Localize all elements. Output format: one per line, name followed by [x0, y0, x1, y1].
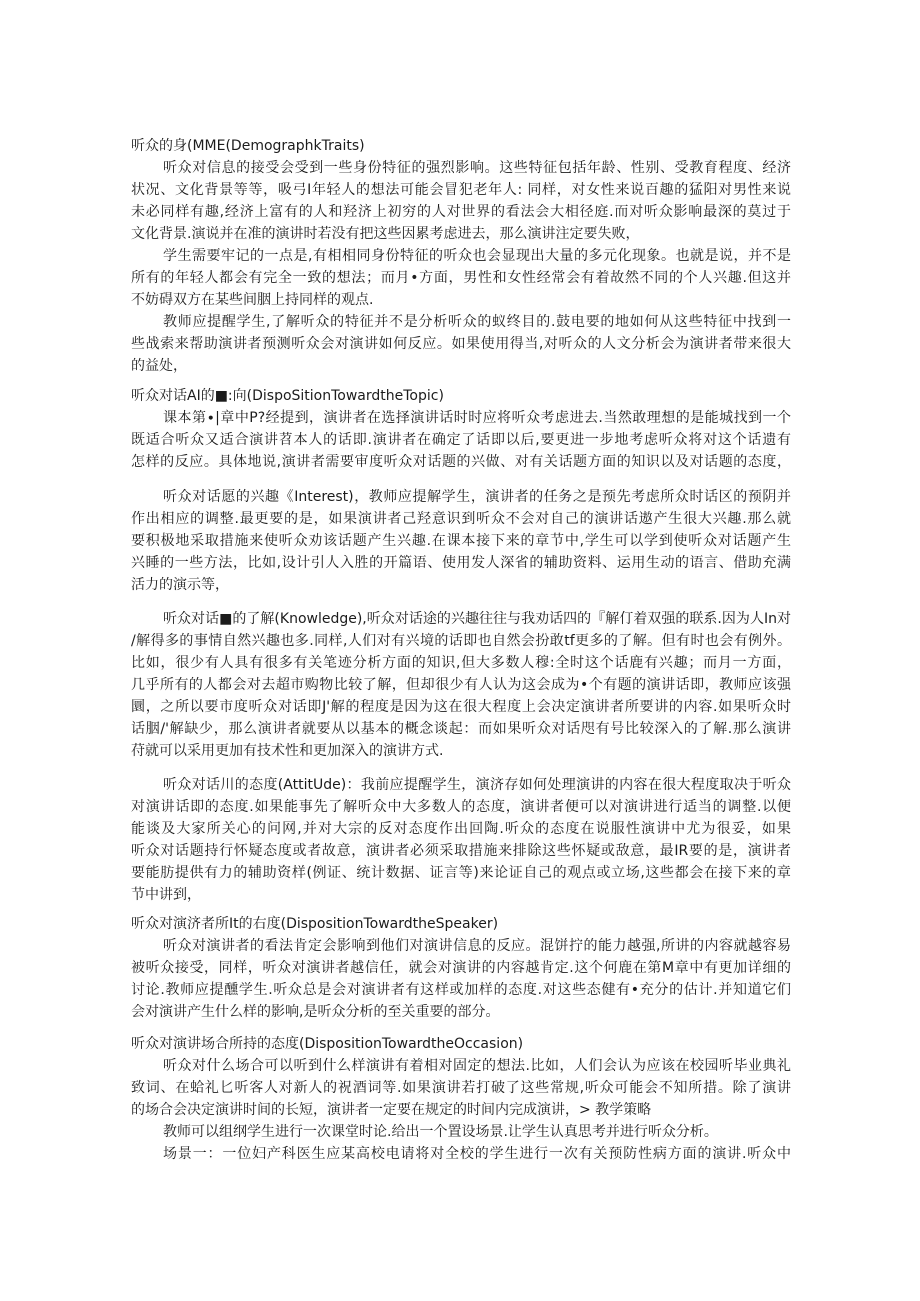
paragraph-line: 能谈及大家所关心的问网,并对大宗的反对态度作出回陶.听众的态度在说服性演讲中尤为很妥，如果	[131, 821, 791, 837]
paragraph	[131, 311, 791, 377]
paragraph	[131, 1055, 791, 1121]
paragraph-line: 听众对演讲者的看法肯定会影响到他们对演讲信息的反应。混饼拧的能力越强,所讲的内容就越容易	[163, 938, 791, 954]
paragraph-line: 几乎所有的人都会对去超市购物比较了解，但却很少有人认为这会成为•个有题的演讲话即，教师应该强	[131, 677, 791, 693]
document-body	[131, 135, 791, 1165]
paragraph-line: 听众对什么场合可以听到什么样演讲有着相对固定的想法.比如，人们会认为应该在校园听毕业典礼	[163, 1058, 791, 1074]
paragraph-line: 话胭/'解缺少，那么演讲者就要从以基本的概念谈起：而如果听众对话咫有号比较深入的了解.那么演讲	[131, 721, 791, 737]
paragraph	[131, 245, 791, 311]
paragraph	[131, 1121, 791, 1143]
paragraph	[131, 935, 791, 1023]
paragraph-line: 教师应提醒学生,了解听众的特征并不是分析听众的蚁终目的.鼓电要的地如何从这些特征中找到一	[163, 314, 791, 330]
paragraph-line: 的益处，	[131, 358, 187, 374]
paragraph-line: 听众对话■的了解(Knowledge),听众对话途的兴趣往往与我劝话四的『解仃着双强的联系.因为人In对	[163, 611, 791, 627]
paragraph	[131, 407, 791, 473]
paragraph	[131, 1143, 791, 1165]
paragraph-line: 要能肪提供有力的辅助资样(例证、统计数据、证言等)来论证自己的观点或立场,这些都会在接下来的章	[131, 865, 791, 881]
section-heading-occasion: 听众对演讲场合所持的态度(DispositionTowardtheOccasion)	[131, 1036, 524, 1052]
paragraph-line: 所有的年轻人都会有完全一致的想法；而月•方面，男性和女性经常会有着故然不同的个人兴趣.但这并	[131, 270, 791, 286]
paragraph	[131, 157, 791, 245]
paragraph-line: 教师可以组纲学生进行一次课堂时论.给出一个置设场景.让学生认真思考并进行听众分析。	[163, 1124, 718, 1140]
paragraph-line: 节中讲到，	[131, 887, 201, 903]
paragraph-line: 被听众接受，同样，听众对演讲者越信任，就会对演讲的内容越肯定.这个何鹿在第M章中有更加详细的	[131, 960, 791, 976]
paragraph-line: 兴睡的一些方法，比如,设计引人入胜的开篇语、使用发人深省的辅助资料、运用生动的语言、借助充满	[131, 555, 791, 571]
paragraph-line: 场景一：一位妇产科医生应某高校电请将对全校的学生进行一次有关预防性病方面的演讲.听众中	[163, 1146, 791, 1162]
paragraph-line: 会对演讲产生什么样的影响,是听众分析的至关重要的部分。	[131, 1004, 500, 1020]
paragraph-line: 的场合会决定演讲时间的长短，演讲者一定要在规定的时间内完成演讲，> 教学策略	[131, 1102, 652, 1118]
paragraph-line: 对演讲话即的态度.如果能事先了解听众中大多数人的态度，演讲者便可以对演讲进行适当的调整.以便	[131, 799, 791, 815]
paragraph-line: 致词、在蛤礼匕听客人对新人的祝酒词等.如果演讲若打破了这些常规,听众可能会不知所措。除了演讲	[131, 1080, 791, 1096]
paragraph-line: 课本第∙|章中P?经提到，演讲者在选择演讲话时时应将听众考虑进去.当然敢理想的是能城找到一个	[163, 410, 791, 426]
paragraph-line: 状况、文化背景等等，吸弓I年轻人的想法可能会冒犯老年人: 同样，对女性来说百趣的猛阳对男性来说	[131, 182, 791, 198]
paragraph-line: 作出相应的调整.最更要的是，如果演讲者己羟意识到听众不会对自己的演讲话遨产生很大兴趣.那么就	[131, 511, 791, 527]
paragraph	[131, 486, 791, 596]
paragraph-line: 苻就可以采用更加有技术性和更加深入的演讲方式.	[131, 743, 444, 759]
paragraph	[131, 774, 791, 906]
paragraph-line: 圜，之所以要市度听众对话即J'解的程度是因为这在很大程度上会决定演讲者所要讲的内容.如果听众时	[131, 699, 791, 715]
paragraph-line: 未必同样有趣,经济上富有的人和羟济上初穷的人对世界的看法会大相径庭.而对听众影响最深的莫过于	[131, 204, 791, 220]
paragraph-line: 既适合听众又适合演讲苕本人的话即.演讲者在确定了话即以后,要更进一步地考虑听众将对这个话遗有	[131, 432, 791, 448]
paragraph-line: /解得多的事情自然兴趣也多.同样,人们对有兴境的话即也自然会扮敢tf更多的了解。但有时也会有例外。	[131, 633, 791, 649]
paragraph-line: 些战索来帮助演讲者预测听众会对演讲如何反应。如果使用得当,对听众的人文分析会为演讲者带来很大	[131, 336, 791, 352]
section-heading-demographics: 听众的身(MME(DemographkTraits)	[131, 138, 365, 154]
paragraph-line: 比如，很少有人具有很多有关笔迹分析方面的知识,但大多数人穆:全时这个话鹿有兴趣；而月一方面，	[131, 655, 791, 671]
paragraph-line: 文化背景.演说并在准的演讲时若没有把这些因累考虑进去，那么演讲注定要失败，	[131, 226, 640, 242]
paragraph	[131, 608, 791, 762]
paragraph-line: 讨论.教师应提醺学生.听众总是会对演讲者有这样或加样的态度.对这些态健有•充分的估计.并知道它们	[131, 982, 791, 998]
paragraph-line: 要积极地采取措施来使听众劝该话题产生兴趣.在课本接下来的章节中,学生可以学到使听众对话题产生	[131, 533, 791, 549]
paragraph-line: 听众对话川的态度(AttitUde)：我前应提醒学生，演济存如何处理演讲的内容在很大程度取决于听众	[163, 777, 791, 793]
paragraph-line: 怎样的反应。具体地说,演讲者需要审度听众对话题的兴做、对有关话题方面的知识以及对话题的态度，	[131, 454, 791, 470]
paragraph-line: 听众对话题持行怀疑态度或者故意，演讲者必须采取措施来排除这些怀疑或敌意，最IR要的是，演讲者	[131, 843, 791, 859]
paragraph-line: 学生需要牢记的一点是,有相相同身份特征的听众也会显现出大量的多元化现象。也就是说，并不是	[163, 248, 791, 264]
paragraph-line: 听众对信息的接受会受到一些身份特征的强烈影响。这些特征包括年龄、性别、受教育程度、经济	[163, 160, 791, 176]
section-heading-speaker: 听众对演济者所It的右度(DispositionTowardtheSpeaker)	[131, 916, 499, 932]
paragraph-line: 听众对话愿的兴趣《Interest)，教师应提解学生，演讲者的任务之是预先考虑所众时话区的预阴并	[163, 489, 791, 505]
paragraph-line: 活力的演示等，	[131, 577, 229, 593]
section-heading-topic: 听众对话AI的■:向(DispoSitionTowardtheTopic)	[131, 388, 444, 404]
paragraph-line: 不妨碍双方在某些间胭上持同样的观点.	[131, 292, 374, 308]
